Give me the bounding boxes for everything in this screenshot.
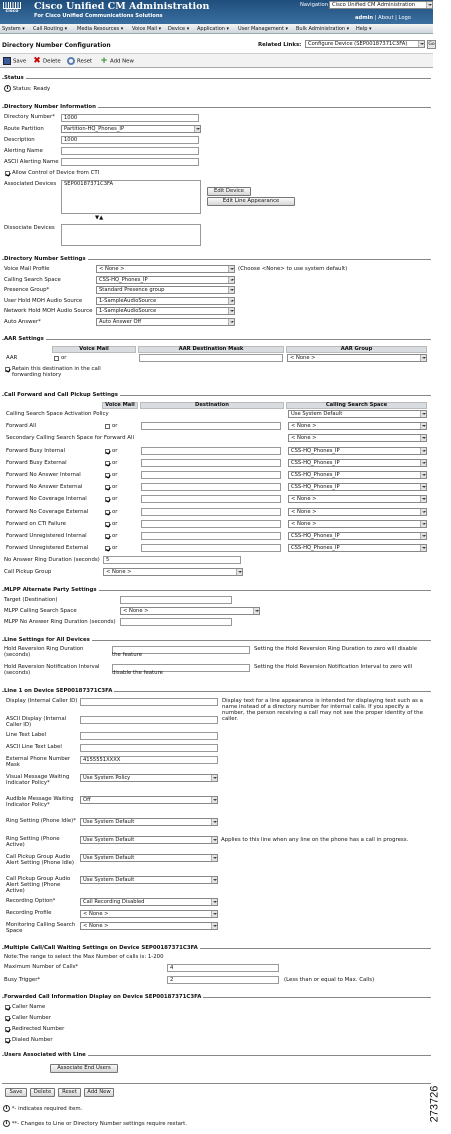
redirected-number-label: Redirected Number bbox=[12, 1026, 65, 1032]
dn-setting-label: User Hold MOH Audio Source bbox=[4, 297, 83, 304]
call-forward-section bbox=[2, 392, 431, 580]
dialed-number-label: Dialed Number bbox=[12, 1037, 53, 1043]
user-name: admin bbox=[355, 15, 374, 21]
bottom-delete-button[interactable]: Delete bbox=[30, 1088, 55, 1097]
delete-button[interactable]: ✖ Delete bbox=[33, 56, 61, 66]
dn-info-section bbox=[2, 104, 431, 252]
forward-css-select[interactable]: CSS-HQ_Phones_IP bbox=[288, 459, 427, 467]
line-all-devices-section bbox=[2, 637, 431, 682]
mlpp-target-label: Target (Destination) bbox=[4, 597, 58, 603]
caller-number-checkbox[interactable] bbox=[5, 1016, 10, 1021]
or-label: or bbox=[112, 533, 118, 539]
ascii-line-text-label-label: ASCII Line Text Label bbox=[6, 744, 62, 750]
call-forward-label: Forward Unregistered External bbox=[6, 545, 89, 552]
line1-section bbox=[2, 688, 431, 943]
go-button[interactable]: Go bbox=[428, 42, 435, 47]
forward-css-select[interactable]: < None > bbox=[288, 422, 427, 430]
dn-setting-label: Auto Answer* bbox=[4, 318, 41, 325]
line-text-label-label: Line Text Label bbox=[6, 732, 47, 738]
or-label: or bbox=[112, 508, 118, 515]
busy-trigger-label: Busy Trigger* bbox=[4, 977, 41, 983]
display-note: Display text for a line appearance is intended for displaying text such as a name instead of a directory number for internal calls. If you specify a number, the person receiving a call may not see the proper identity of the caller. bbox=[222, 698, 423, 722]
call-forward-label: Forward No Coverage External bbox=[6, 508, 89, 515]
call-forward-label: Forward Unregistered Internal bbox=[6, 533, 87, 539]
status-section bbox=[2, 75, 431, 94]
dn-setting-label: Calling Search Space bbox=[4, 276, 61, 283]
aar-group-select[interactable]: < None > bbox=[287, 354, 427, 362]
forward-voicemail-checkbox[interactable] bbox=[105, 424, 110, 429]
forward-css-select[interactable]: CSS-HQ_Phones_IP bbox=[288, 471, 427, 479]
or-label: or bbox=[112, 496, 118, 503]
no-answer-duration-input[interactable]: 5 bbox=[103, 556, 241, 564]
hold-notification-note: Setting the Hold Reversion Notification Interval to zero will disable the feature bbox=[112, 664, 413, 676]
required-note: i *- indicates required item. bbox=[3, 1105, 82, 1112]
section-title: Directory Number Settings bbox=[4, 256, 86, 262]
related-links-select[interactable]: Configure Device (SEP00187371C3FA) bbox=[305, 40, 425, 48]
menu-user-management[interactable]: User Management ▾ bbox=[238, 26, 289, 32]
forward-voicemail-checkbox[interactable] bbox=[105, 485, 110, 490]
ascii-line-text-label-input[interactable] bbox=[80, 744, 218, 752]
section-title: MLPP Alternate Party Settings bbox=[4, 587, 97, 593]
or-label: or bbox=[112, 472, 118, 478]
mlpp-duration-label: MLPP No Answer Ring Duration (seconds) bbox=[4, 619, 116, 625]
display-caller-id-label: Display (Internal Caller ID) bbox=[6, 698, 78, 704]
app-title: Cisco Unified CM Administration bbox=[34, 1, 210, 12]
column-header: Voice Mail bbox=[52, 346, 136, 353]
ring-active-note: Applies to this line when any line on the phone has a call in progress. bbox=[221, 837, 409, 843]
cisco-logo: cisco bbox=[3, 2, 21, 16]
call-forward-label: Secondary Calling Search Space for Forward All bbox=[6, 435, 134, 442]
dissociate-devices-list[interactable] bbox=[61, 224, 201, 246]
call-forward-label: Forward Busy External bbox=[6, 459, 67, 466]
section-title: Directory Number Information bbox=[4, 104, 96, 110]
ring-setting-active-label: Ring Setting (Phone Active) bbox=[6, 836, 60, 848]
or-label: or bbox=[112, 484, 118, 491]
info-icon: i bbox=[3, 1120, 10, 1127]
column-header: AAR Group bbox=[286, 346, 427, 353]
main-menu bbox=[0, 24, 433, 34]
navigation-select[interactable]: Cisco Unified CM Administration bbox=[329, 1, 433, 9]
forward-voicemail-checkbox[interactable] bbox=[105, 534, 110, 539]
ring-setting-idle-select[interactable]: Use System Default bbox=[80, 818, 218, 826]
section-title: Forwarded Call Information Display on Device SEP00187371C3FA bbox=[4, 994, 202, 1000]
bottom-reset-button[interactable]: Reset bbox=[58, 1088, 81, 1097]
audible-mwi-policy-label: Audible Message Waiting Indicator Policy* bbox=[6, 796, 74, 808]
monitoring-css-select[interactable]: < None > bbox=[80, 922, 218, 930]
no-answer-duration-label: No Answer Ring Duration (seconds) bbox=[4, 557, 100, 563]
call-pickup-group-label: Call Pickup Group bbox=[4, 569, 52, 575]
ascii-alerting-name-label: ASCII Alerting Name bbox=[4, 159, 59, 165]
forward-destination-input[interactable] bbox=[141, 520, 281, 528]
forward-voicemail-checkbox[interactable] bbox=[105, 522, 110, 527]
caller-name-label: Caller Name bbox=[12, 1004, 46, 1010]
ascii-alerting-name-input[interactable] bbox=[61, 158, 199, 166]
app-header bbox=[0, 0, 433, 24]
aar-label: AAR bbox=[6, 355, 18, 361]
vmwi-policy-label: Visual Message Waiting Indicator Policy* bbox=[6, 774, 70, 786]
forward-css-select[interactable]: CSS-HQ_Phones_IP bbox=[288, 544, 427, 552]
bottom-save-button[interactable]: Save bbox=[5, 1088, 27, 1097]
recording-profile-label: Recording Profile bbox=[6, 910, 52, 916]
directory-number-input[interactable]: 1000 bbox=[61, 114, 199, 122]
display-caller-id-input[interactable] bbox=[80, 698, 218, 706]
forward-css-select[interactable]: < None > bbox=[288, 495, 427, 503]
add-icon: + bbox=[100, 56, 108, 66]
description-label: Description bbox=[4, 137, 35, 143]
forward-destination-input[interactable] bbox=[141, 471, 281, 479]
ring-setting-active-select[interactable]: Use System Default bbox=[80, 836, 218, 844]
mlpp-section bbox=[2, 587, 431, 630]
multiple-call-section bbox=[2, 945, 431, 991]
menu-voice-mail[interactable]: Voice Mail ▾ bbox=[132, 26, 162, 32]
hold-ring-note: Setting the Hold Reversion Ring Duration to zero will disable the feature bbox=[112, 646, 418, 658]
allow-cti-checkbox[interactable] bbox=[5, 171, 10, 176]
info-icon: i bbox=[4, 85, 11, 92]
section-title: Line 1 on Device SEP00187371C3FA bbox=[4, 688, 113, 694]
forward-voicemail-checkbox[interactable] bbox=[105, 449, 110, 454]
reset-button[interactable]: Reset bbox=[67, 57, 92, 65]
info-icon: i bbox=[3, 1105, 10, 1112]
redirected-number-checkbox[interactable] bbox=[5, 1027, 10, 1032]
forward-destination-input[interactable] bbox=[141, 532, 281, 540]
dn-setting-select[interactable]: < None > bbox=[96, 265, 235, 273]
dn-settings-section bbox=[2, 256, 431, 329]
dn-setting-select[interactable]: Standard Presence group bbox=[96, 286, 235, 294]
forward-destination-input[interactable] bbox=[141, 459, 281, 467]
forward-voicemail-checkbox[interactable] bbox=[105, 546, 110, 551]
column-header: Calling Search Space bbox=[286, 402, 427, 409]
vmwi-policy-select[interactable]: Use System Policy bbox=[80, 774, 218, 782]
call-forward-label: Calling Search Space Activation Policy bbox=[6, 411, 109, 417]
busy-trigger-note: (Less than or equal to Max. Calls) bbox=[284, 977, 375, 983]
forward-css-select[interactable]: CSS-HQ_Phones_IP bbox=[288, 447, 427, 455]
forward-voicemail-checkbox[interactable] bbox=[105, 461, 110, 466]
route-partition-label: Route Partition bbox=[4, 126, 44, 132]
call-forward-label: Forward Busy Internal bbox=[6, 447, 65, 454]
section-title: Line Settings for All Devices bbox=[4, 637, 90, 643]
call-forward-label: Forward All bbox=[6, 423, 37, 430]
pickup-alert-active-select[interactable]: Use System Default bbox=[80, 876, 218, 884]
aar-voicemail-checkbox[interactable] bbox=[54, 356, 59, 361]
bottom-add-new-button[interactable]: Add New bbox=[84, 1088, 114, 1097]
status-text: i Status: Ready bbox=[4, 85, 50, 92]
forwarded-display-section bbox=[2, 994, 431, 1047]
caller-name-checkbox[interactable] bbox=[5, 1005, 10, 1010]
forward-destination-input[interactable] bbox=[141, 508, 281, 516]
or-label: or bbox=[112, 423, 118, 430]
forward-css-select[interactable]: CSS-HQ_Phones_IP bbox=[288, 483, 427, 491]
forward-destination-input[interactable] bbox=[141, 422, 281, 430]
dn-setting-select[interactable]: CSS-HQ_Phones_IP bbox=[96, 276, 235, 284]
retain-destination-label: Retain this destination in the call forwarding history bbox=[12, 366, 101, 378]
or-label: or bbox=[112, 545, 118, 552]
or-label: or bbox=[61, 355, 67, 361]
section-title: Call Forward and Call Pickup Settings bbox=[4, 392, 118, 398]
related-links-label: Related Links: bbox=[258, 42, 302, 48]
caller-number-label: Caller Number bbox=[12, 1015, 51, 1021]
alerting-name-input[interactable] bbox=[61, 147, 199, 155]
figure-number: 273726 bbox=[428, 1085, 441, 1123]
max-calls-note: Note:The range to select the Max Number of calls is: 1-200 bbox=[4, 954, 164, 960]
divider bbox=[2, 1083, 431, 1084]
dn-setting-note: (Choose <None> to use system default) bbox=[238, 266, 348, 272]
section-title: Users Associated with Line bbox=[4, 1052, 86, 1058]
recording-option-label: Recording Option* bbox=[6, 898, 56, 904]
menu-media-resources[interactable]: Media Resources ▾ bbox=[77, 26, 124, 32]
app-subtitle: For Cisco Unified Communications Solutions bbox=[34, 13, 163, 19]
delete-icon: ✖ bbox=[33, 56, 41, 66]
logout-link[interactable]: Logo bbox=[398, 15, 411, 21]
edit-device-button[interactable]: Edit Device bbox=[207, 187, 251, 196]
allow-cti-label: Allow Control of Device from CTI bbox=[12, 170, 100, 176]
forward-destination-input[interactable] bbox=[141, 495, 281, 503]
dissociate-devices-label: Dissociate Devices bbox=[4, 225, 55, 231]
dialed-number-checkbox[interactable] bbox=[5, 1038, 10, 1043]
aar-destination-mask-input[interactable] bbox=[139, 354, 283, 362]
forward-destination-input[interactable] bbox=[141, 544, 281, 552]
column-header: Voice Mail bbox=[102, 402, 138, 409]
audible-mwi-policy-select[interactable]: Off bbox=[80, 796, 218, 804]
pickup-alert-idle-label: Call Pickup Group Audio Alert Setting (Phone Idle) bbox=[6, 854, 75, 866]
monitoring-css-label: Monitoring Calling Search Space bbox=[6, 922, 76, 934]
description-input[interactable]: 1000 bbox=[61, 136, 199, 144]
call-pickup-group-select[interactable]: < None > bbox=[103, 568, 243, 576]
restart-note: i **- Changes to Line or Directory Number settings require restart. bbox=[3, 1120, 187, 1127]
ascii-display-label: ASCII Display (Internal Caller ID) bbox=[6, 716, 67, 728]
save-button[interactable]: Save bbox=[3, 57, 26, 65]
dn-setting-label: Network Hold MOH Audio Source bbox=[4, 308, 93, 314]
retain-destination-checkbox[interactable] bbox=[5, 367, 10, 372]
forward-destination-input[interactable] bbox=[141, 483, 281, 491]
menu-bulk-administration[interactable]: Bulk Administration ▾ bbox=[296, 26, 350, 32]
user-links: admin | About | Logo bbox=[355, 15, 411, 21]
line-text-label-input[interactable] bbox=[80, 732, 218, 740]
dn-setting-label: Presence Group* bbox=[4, 287, 50, 293]
associated-devices-label: Associated Devices bbox=[4, 181, 57, 187]
move-arrows-icon[interactable]: ▼▲ bbox=[95, 215, 104, 221]
max-calls-input[interactable]: 4 bbox=[167, 964, 279, 972]
mlpp-duration-input[interactable] bbox=[120, 618, 232, 626]
forward-css-select[interactable]: < None > bbox=[288, 508, 427, 516]
call-forward-label: Forward No Answer External bbox=[6, 484, 83, 491]
external-mask-label: External Phone Number Mask bbox=[6, 756, 71, 768]
directory-number-label: Directory Number* bbox=[4, 114, 55, 120]
route-partition-select[interactable]: Partition-HQ_Phones_IP bbox=[61, 125, 201, 133]
or-label: or bbox=[112, 520, 118, 527]
external-mask-input[interactable]: 4155551XXXX bbox=[80, 756, 218, 764]
menu-device[interactable]: Device ▾ bbox=[168, 26, 190, 32]
recording-option-select[interactable]: Call Recording Disabled bbox=[80, 898, 218, 906]
pickup-alert-active-label: Call Pickup Group Audio Alert Setting (Phone Active) bbox=[6, 876, 71, 894]
section-title: Status bbox=[4, 75, 24, 81]
menu-help[interactable]: Help ▾ bbox=[356, 26, 372, 32]
hold-ring-label: Hold Reversion Ring Duration (seconds) bbox=[4, 646, 84, 658]
aar-section bbox=[2, 336, 431, 384]
column-header: Destination bbox=[140, 402, 284, 409]
mlpp-target-input[interactable] bbox=[120, 596, 232, 604]
call-forward-label: Forward on CTI Failure bbox=[6, 520, 66, 527]
forward-css-select[interactable]: < None > bbox=[288, 520, 427, 528]
reset-icon bbox=[67, 57, 75, 65]
edit-line-appearance-button[interactable]: Edit Line Appearance bbox=[207, 197, 295, 206]
ring-setting-idle-label: Ring Setting (Phone Idle)* bbox=[6, 818, 76, 824]
forward-voicemail-checkbox[interactable] bbox=[105, 497, 110, 502]
recording-profile-select[interactable]: < None > bbox=[80, 910, 218, 918]
dn-setting-select[interactable]: 1-SampleAudioSource bbox=[96, 297, 235, 305]
add-new-button[interactable]: + Add New bbox=[100, 56, 134, 66]
mlpp-css-select[interactable]: < None > bbox=[120, 607, 260, 615]
hold-notification-label: Hold Reversion Notification Interval (seconds) bbox=[4, 664, 100, 676]
forward-css-select[interactable]: < None > bbox=[288, 434, 427, 442]
pickup-alert-idle-select[interactable]: Use System Default bbox=[80, 854, 218, 862]
alerting-name-label: Alerting Name bbox=[4, 148, 43, 154]
forward-voicemail-checkbox[interactable] bbox=[105, 473, 110, 478]
page-title: Directory Number Configuration bbox=[2, 42, 111, 49]
menu-application[interactable]: Application ▾ bbox=[197, 26, 230, 32]
section-title: AAR Settings bbox=[4, 336, 44, 342]
toolbar bbox=[0, 53, 433, 68]
call-forward-label: Forward No Coverage Internal bbox=[6, 496, 87, 503]
mlpp-css-label: MLPP Calling Search Space bbox=[4, 608, 77, 614]
forward-css-select[interactable]: Use System Default bbox=[288, 410, 427, 418]
busy-trigger-input[interactable]: 2 bbox=[167, 976, 279, 984]
ascii-display-input[interactable] bbox=[80, 716, 218, 724]
dn-setting-select[interactable]: Auto Answer Off bbox=[96, 318, 235, 326]
max-calls-label: Maximum Number of Calls* bbox=[4, 964, 79, 970]
menu-call-routing[interactable]: Call Routing ▾ bbox=[33, 26, 68, 32]
section-title: Multiple Call/Call Waiting Settings on Device SEP00187371C3FA bbox=[4, 945, 198, 951]
associated-devices-list[interactable]: SEP00187371C3FA bbox=[61, 180, 201, 214]
dn-setting-label: Voice Mail Profile bbox=[4, 266, 50, 272]
navigation-label: Navigation bbox=[300, 2, 328, 8]
dn-setting-select[interactable]: 1-SampleAudioSource bbox=[96, 307, 235, 315]
forward-destination-input[interactable] bbox=[141, 447, 281, 455]
or-label: or bbox=[112, 459, 118, 466]
forward-voicemail-checkbox[interactable] bbox=[105, 510, 110, 515]
or-label: or bbox=[112, 447, 118, 454]
menu-system[interactable]: System ▾ bbox=[2, 26, 25, 32]
users-section bbox=[2, 1052, 431, 1080]
save-icon bbox=[3, 57, 11, 65]
column-header: AAR Destination Mask bbox=[138, 346, 284, 353]
call-forward-label: Forward No Answer Internal bbox=[6, 472, 81, 478]
associate-end-users-button[interactable]: Associate End Users bbox=[50, 1064, 118, 1073]
forward-css-select[interactable]: CSS-HQ_Phones_IP bbox=[288, 532, 427, 540]
about-link[interactable]: About bbox=[378, 15, 394, 21]
